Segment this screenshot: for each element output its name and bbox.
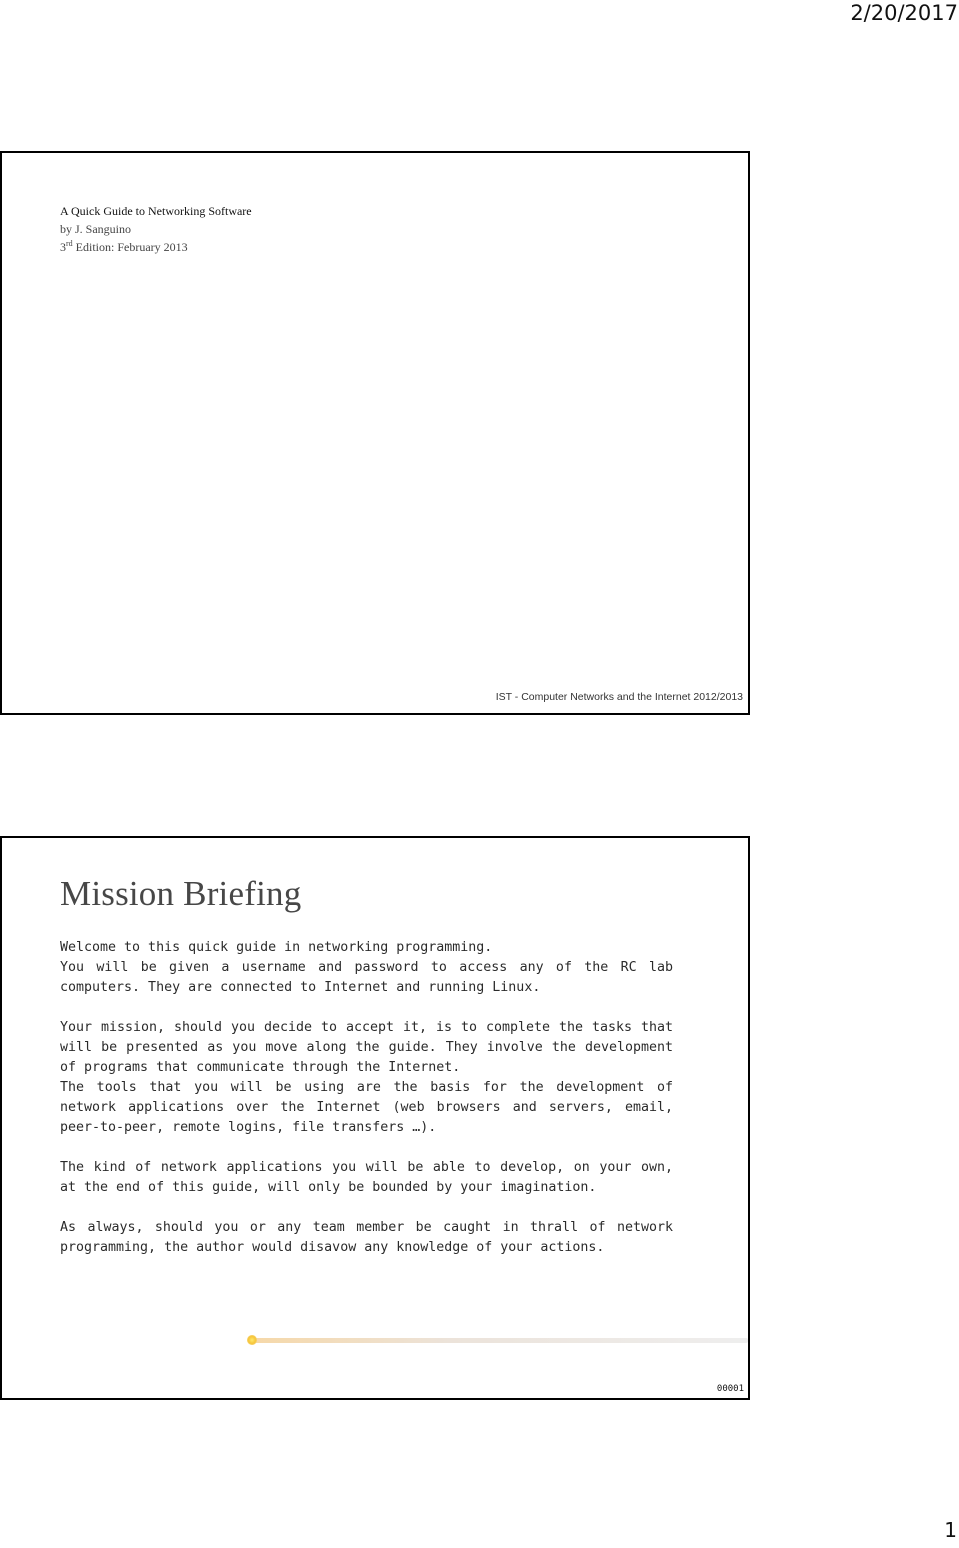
slide-number: 00001 — [716, 1384, 744, 1394]
body-paragraph: Your mission, should you decide to accept it, is to complete the tasks that will be presented as you move along the guide. They involve the development of programs that communicate through the Internet. — [60, 1020, 673, 1075]
body-paragraph: The kind of network applications you will be able to develop, on your own, at the end of this guide, will only be bounded by your imagination. — [60, 1160, 673, 1195]
slide-body — [60, 938, 673, 1258]
slide-heading: Mission Briefing — [60, 874, 302, 913]
edition-text: Edition: February 2013 — [72, 240, 188, 254]
page-date: 2/20/2017 — [850, 1, 958, 25]
document-edition — [60, 238, 252, 256]
decorative-dot-icon — [247, 1335, 257, 1345]
document-author: by J. Sanguino — [60, 222, 132, 236]
slide-title — [0, 151, 750, 715]
body-paragraph: You will be given a username and password to access any of the RC lab computers. They are connected to Internet and running Linux. — [60, 960, 673, 995]
body-paragraph: As always, should you or any team member be caught in thrall of network programming, the author would disavow any knowledge of your actions. — [60, 1220, 673, 1255]
body-paragraph: The tools that you will be using are the basis for the development of network applications over the Internet (web browsers and servers, email, peer-to-peer, remote logins, file transfers …). — [60, 1080, 673, 1135]
page-number: 1 — [944, 1518, 957, 1542]
slide-footer: IST - Computer Networks and the Internet 2012/2013 — [495, 691, 743, 703]
body-paragraph: Welcome to this quick guide in networking programming. — [60, 940, 493, 955]
edition-suffix: rd — [66, 239, 73, 248]
slide-mission-briefing — [0, 836, 750, 1400]
document-title: A Quick Guide to Networking Software — [60, 204, 252, 218]
title-block — [60, 202, 252, 256]
decorative-rule — [250, 1338, 748, 1343]
paragraph-gap — [60, 1138, 673, 1158]
paragraph-gap — [60, 998, 673, 1018]
edition-ordinal: 3 — [60, 240, 66, 254]
paragraph-gap — [60, 1198, 673, 1218]
